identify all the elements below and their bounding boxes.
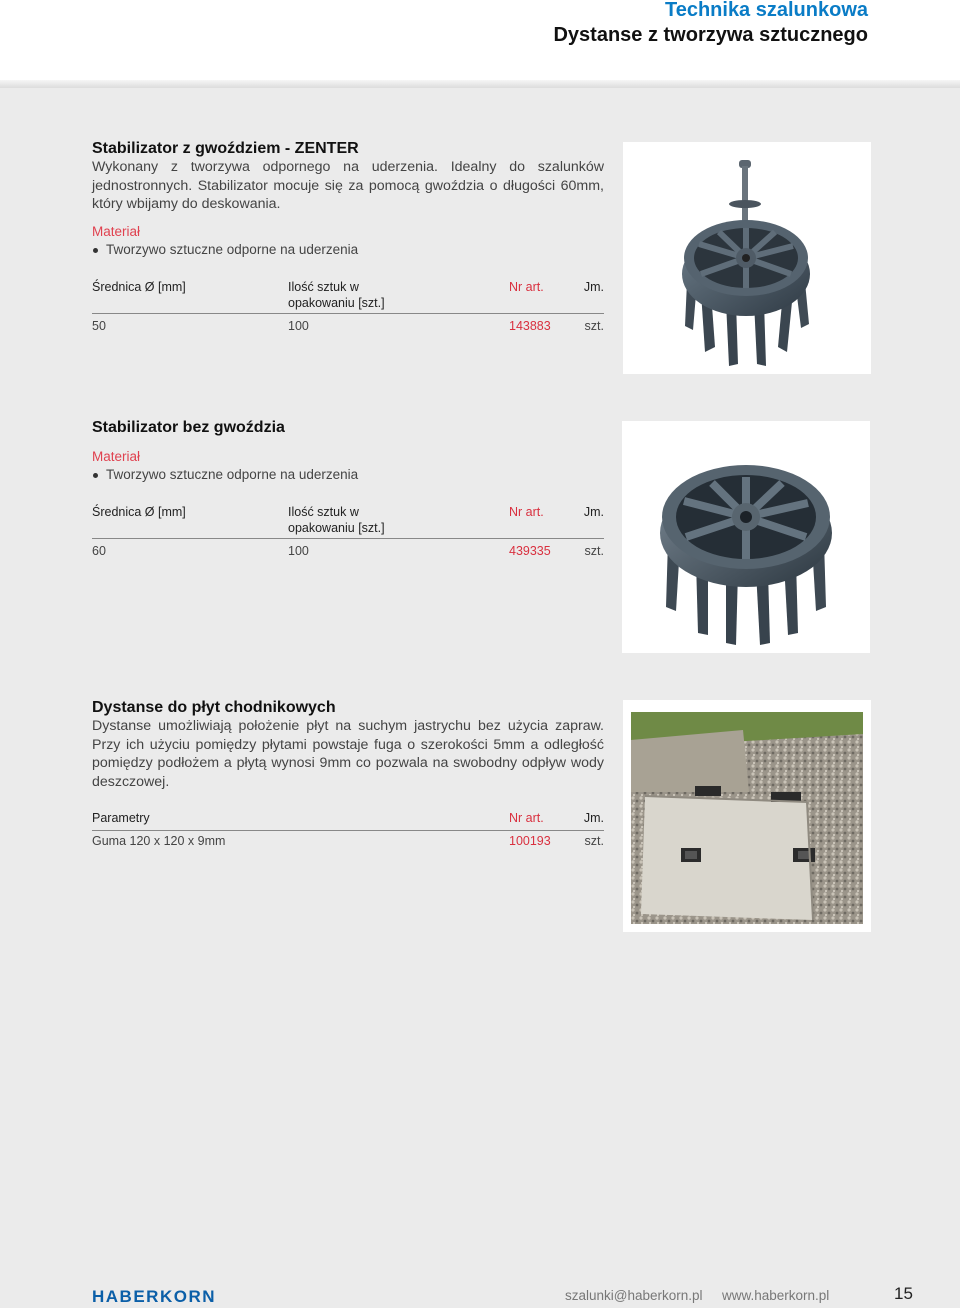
paving-slab-spacers-photo xyxy=(623,700,871,932)
cell-unit: szt. xyxy=(584,834,604,848)
material-item: Tworzywo sztuczne odporne na uderzenia xyxy=(92,241,604,259)
stabilizer-with-nail-icon xyxy=(623,142,871,374)
cell-unit: szt. xyxy=(584,544,604,558)
footer-website-link[interactable]: www.haberkorn.pl xyxy=(722,1288,830,1303)
section-description: Wykonany z tworzywa odpornego na uderzenia. Idealny do szalunków jednostronnych. Stabilizator mocuje się za pomocą gwoździa o długości 60mm, który wbijamy do deskowania. xyxy=(92,159,604,212)
page-header xyxy=(0,0,960,80)
cell-diameter: 60 xyxy=(92,544,106,558)
cell-parameters: Guma 120 x 120 x 9mm xyxy=(92,834,226,848)
section-stabilizer-without-nail xyxy=(92,419,604,560)
col-header-article-number: Nr art. xyxy=(509,279,544,294)
cell-article-number: 100193 xyxy=(509,834,551,848)
table-header xyxy=(92,279,604,311)
col-header-quantity: Ilość sztuk w opakowaniu [szt.] xyxy=(288,505,385,535)
material-label: Materiał xyxy=(92,223,141,239)
section-stabilizer-with-nail xyxy=(92,140,604,335)
footer-email-link[interactable]: szalunki@haberkorn.pl xyxy=(565,1288,703,1303)
col-header-article-number: Nr art. xyxy=(509,811,544,825)
material-item: Tworzywo sztuczne odporne na uderzenia xyxy=(92,466,604,484)
col-header-quantity: Ilość sztuk w opakowaniu [szt.] xyxy=(288,279,385,310)
section-description: Dystanse umożliwiają położenie płyt na suchym jastrychu bez użycia zapraw. Przy ich użyciu pomiędzy płytami powstaje fuga o szerokości 5mm a odległość pomiędzy podłożem a płytą wynosi 9mm co pozwala na swobodny odpływ wody deszczowej. xyxy=(92,718,604,790)
table-header xyxy=(92,504,604,536)
cell-diameter: 50 xyxy=(92,318,106,333)
col-header-diameter: Średnica Ø [mm] xyxy=(92,279,186,294)
col-header-parameters: Parametry xyxy=(92,811,150,825)
table-rule xyxy=(92,313,604,314)
table-rule xyxy=(92,538,604,539)
header-title: Technika szalunkowa xyxy=(664,0,868,21)
col-header-unit: Jm. xyxy=(583,505,604,519)
section-paving-spacers xyxy=(92,699,604,850)
table-row xyxy=(92,542,604,560)
table-row xyxy=(92,317,604,335)
haberkorn-logo: HABERKORN xyxy=(92,1287,216,1306)
cell-quantity: 100 xyxy=(288,544,309,558)
product-table xyxy=(92,810,604,850)
cell-unit: szt. xyxy=(584,318,604,333)
table-header xyxy=(92,810,604,826)
col-header-article-number: Nr art. xyxy=(509,505,544,519)
page-number: 15 xyxy=(894,1284,913,1303)
cell-article-number: 143883 xyxy=(509,318,551,333)
table-rule xyxy=(92,830,604,831)
product-table xyxy=(92,504,604,560)
product-table xyxy=(92,279,604,335)
col-header-unit: Jm. xyxy=(583,279,604,294)
section-title: Stabilizator z gwoździem - ZENTER xyxy=(92,140,359,157)
section-title: Stabilizator bez gwoździa xyxy=(92,419,285,436)
cell-quantity: 100 xyxy=(288,318,309,333)
col-header-unit: Jm. xyxy=(583,811,604,825)
table-row xyxy=(92,832,604,850)
col-header-diameter: Średnica Ø [mm] xyxy=(92,505,186,519)
header-subtitle: Dystanse z tworzywa sztucznego xyxy=(553,24,868,46)
material-label: Materiał xyxy=(92,449,141,464)
section-title: Dystanse do płyt chodnikowych xyxy=(92,699,336,716)
stabilizer-without-nail-icon xyxy=(622,421,870,653)
cell-article-number: 439335 xyxy=(509,544,551,558)
header-divider xyxy=(0,80,960,88)
